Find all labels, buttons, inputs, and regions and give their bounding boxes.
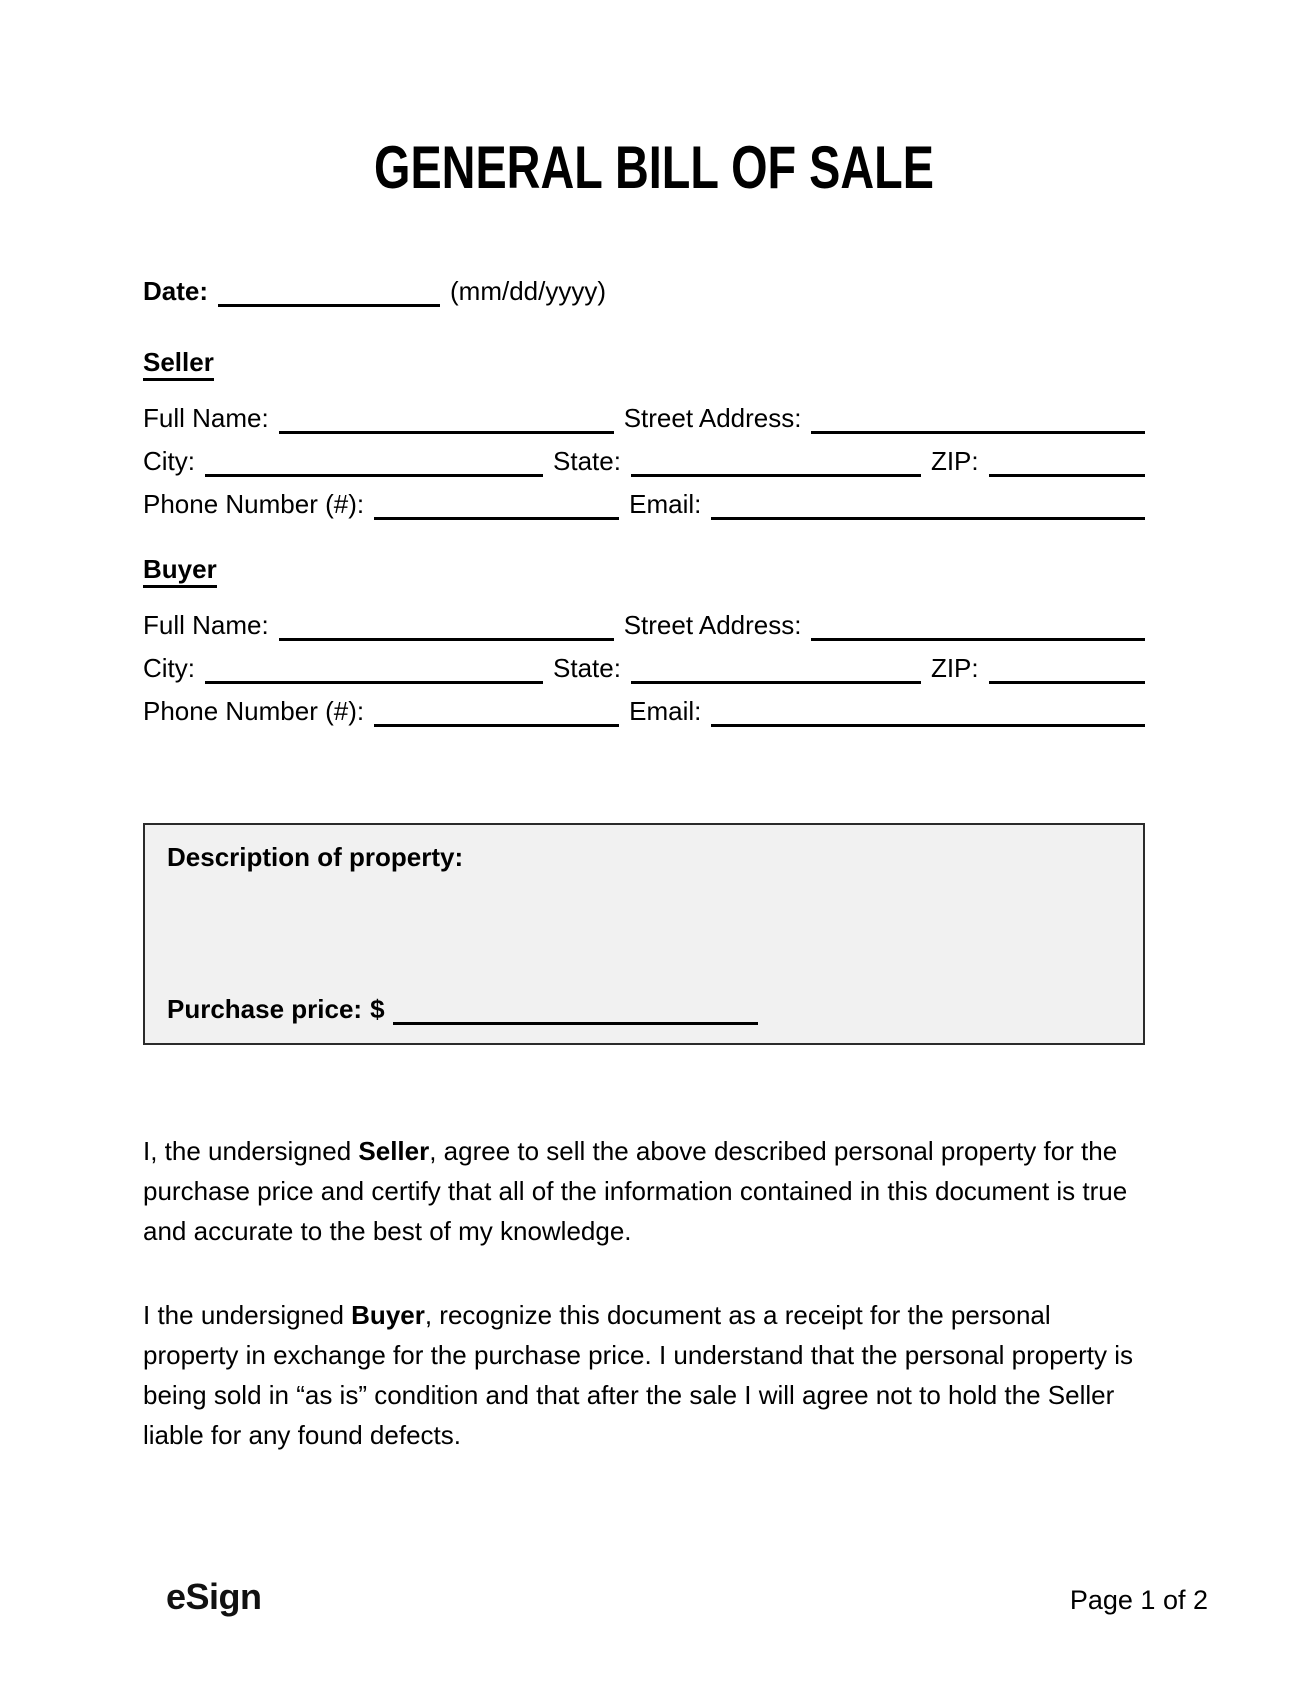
buyer-heading-text: Buyer [143, 554, 217, 588]
buyer-clause-prefix: I the undersigned [143, 1300, 352, 1330]
seller-city-state-zip-row [143, 442, 1145, 477]
seller-city-label: City: [143, 446, 195, 476]
seller-heading-text: Seller [143, 347, 214, 381]
page-number-indicator: Page 1 of 2 [1069, 1585, 1208, 1615]
seller-phone-email-row [143, 485, 1145, 520]
seller-zip-label: ZIP: [930, 446, 979, 476]
seller-clause-bold-word: Seller [358, 1136, 430, 1166]
buyer-city-label: City: [143, 653, 195, 683]
buyer-name-address-row [143, 606, 1145, 641]
buyer-email-label: Email: [629, 696, 702, 726]
seller-email-blank [711, 485, 1145, 520]
currency-symbol: $ [370, 994, 385, 1024]
seller-email-label: Email: [629, 489, 702, 519]
buyer-city-state-zip-row [143, 649, 1145, 684]
buyer-street-address-label: Street Address: [623, 610, 802, 640]
buyer-zip-label: ZIP: [930, 653, 979, 683]
buyer-city-blank [205, 649, 543, 684]
document-content [0, 272, 1308, 1455]
seller-name-address-row [143, 399, 1145, 434]
seller-city-blank [205, 442, 543, 477]
seller-phone-blank [374, 485, 619, 520]
buyer-full-name-blank [279, 606, 614, 641]
page-footer [166, 1576, 1208, 1617]
date-row [143, 272, 1145, 307]
buyer-clause-bold-word: Buyer [351, 1300, 425, 1330]
date-label: Date: [143, 276, 209, 306]
buyer-full-name-label: Full Name: [143, 610, 269, 640]
document-title: GENERAL BILL OF SALE [374, 134, 934, 201]
buyer-phone-label: Phone Number (#): [143, 696, 365, 726]
seller-state-blank [631, 442, 921, 477]
seller-zip-blank [989, 442, 1145, 477]
seller-full-name-blank [279, 399, 614, 434]
seller-phone-label: Phone Number (#): [143, 489, 365, 519]
purchase-price-blank [393, 990, 758, 1025]
purchase-price-row [167, 990, 1121, 1025]
esign-logo: eSign [166, 1576, 262, 1617]
buyer-clause-paragraph [143, 1295, 1145, 1455]
buyer-clause-suffix: , recognize this document as a receipt for the personal property in exchange for the purchase price. I understand that the personal property is being sold in “as is” condition and that after the sale I will agree not to hold the Seller liable for any found defects. [143, 1300, 1134, 1450]
buyer-phone-email-row [143, 692, 1145, 727]
seller-full-name-label: Full Name: [143, 403, 269, 433]
property-description-label: Description of property: [167, 842, 464, 872]
date-format-hint: (mm/dd/yyyy) [450, 276, 607, 306]
seller-street-address-blank [811, 399, 1145, 434]
buyer-zip-blank [989, 649, 1145, 684]
seller-section-heading [143, 347, 1145, 381]
date-blank [218, 272, 440, 307]
buyer-phone-blank [374, 692, 619, 727]
purchase-price-label: Purchase price: [167, 994, 363, 1024]
seller-clause-prefix: I, the undersigned [143, 1136, 359, 1166]
property-description-box [143, 823, 1145, 1045]
buyer-state-blank [631, 649, 921, 684]
buyer-email-blank [711, 692, 1145, 727]
buyer-state-label: State: [553, 653, 621, 683]
seller-street-address-label: Street Address: [623, 403, 802, 433]
seller-clause-suffix: , agree to sell the above described personal property for the purchase price and certify that all of the information contained in this document is true and accurate to the best of my knowledge. [143, 1136, 1128, 1246]
buyer-section-heading [143, 554, 1145, 588]
seller-state-label: State: [553, 446, 621, 476]
buyer-street-address-blank [811, 606, 1145, 641]
seller-clause-paragraph [143, 1131, 1145, 1251]
